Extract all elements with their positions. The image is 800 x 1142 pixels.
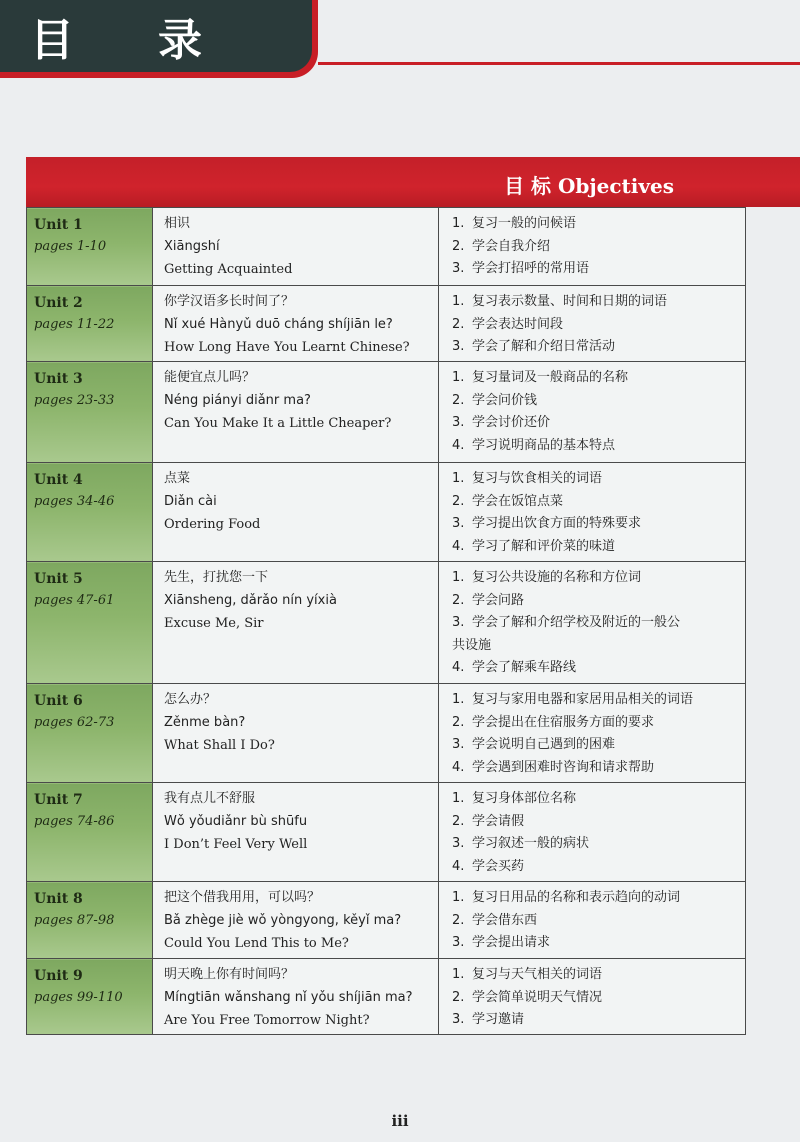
objective-item (452, 712, 745, 735)
objective-number: 4. (452, 858, 465, 874)
objective-text: 学习邀请 (472, 1012, 525, 1027)
contents-table-body (27, 208, 746, 1035)
objective-text: 复习量词及一般商品的名称 (472, 370, 629, 385)
objectives-heading: 目 标 Objectives (504, 174, 674, 198)
objective-number: 1. (452, 294, 465, 309)
objective-text: 学会在饭馆点菜 (472, 493, 564, 509)
unit-pages: pages 11-22 (34, 317, 115, 332)
objective-number: 3. (452, 615, 465, 630)
objective-number: 4. (452, 538, 465, 554)
objective-item (452, 236, 745, 259)
objective-number: 2. (452, 989, 465, 1005)
objective-text: 学会问路 (472, 592, 525, 608)
lesson-title-english: Can You Make It a Little Cheaper? (164, 416, 392, 431)
unit-row[interactable] (27, 959, 746, 1035)
page-title (30, 4, 202, 68)
objective-number: 2. (452, 714, 465, 730)
objectives-cell (439, 959, 746, 1035)
lesson-title-chinese: 先生，打扰您一下 (164, 570, 269, 585)
page-title-char-1: 目 (30, 15, 74, 66)
objective-text: 学习说明商品的基本特点 (472, 437, 616, 453)
objective-text: 学会遇到困难时咨询和请求帮助 (472, 759, 655, 775)
objective-number: 2. (452, 316, 465, 332)
lesson-title-english: Excuse Me, Sir (164, 616, 264, 631)
unit-row[interactable] (27, 208, 746, 286)
lesson-title-pinyin: Míngtiān wǎnshang nǐ yǒu shíjiān ma? (164, 990, 413, 1005)
objective-number: 4. (452, 437, 465, 453)
unit-row[interactable] (27, 362, 746, 463)
unit-label: Unit 4 (34, 472, 83, 488)
objective-number: 3. (452, 737, 465, 752)
unit-pages: pages 87-98 (34, 913, 115, 928)
objective-number: 1. (452, 890, 465, 905)
lesson-title-english: I Don’t Feel Very Well (164, 837, 308, 852)
contents-table (26, 207, 746, 1035)
objective-number: 2. (452, 912, 465, 928)
lesson-title-pinyin: Néng piányi diǎnr ma? (164, 393, 311, 408)
lesson-title-cell (153, 208, 439, 286)
unit-row[interactable] (27, 882, 746, 959)
objective-item (452, 910, 745, 933)
unit-pages: pages 62-73 (34, 715, 115, 730)
objective-text: 学会自我介绍 (472, 238, 551, 254)
unit-label: Unit 1 (34, 217, 83, 233)
objective-item (452, 987, 745, 1010)
objective-item (452, 258, 745, 281)
unit-pages: pages 99-110 (34, 990, 123, 1005)
objective-text: 学会问价钱 (472, 392, 538, 408)
objective-number: 1. (452, 570, 465, 585)
objective-number: 2. (452, 813, 465, 829)
page-title-char-2: 录 (158, 15, 202, 66)
objective-text: 学会简单说明天气情况 (472, 989, 603, 1005)
lesson-title-cell (153, 783, 439, 882)
objective-number: 3. (452, 836, 465, 851)
objective-text: 学会讨价还价 (472, 415, 551, 430)
unit-cell (27, 882, 153, 959)
objectives-banner (26, 157, 800, 207)
objective-number: 2. (452, 238, 465, 254)
header-tab (0, 0, 318, 78)
objective-text: 复习身体部位名称 (472, 791, 577, 806)
unit-cell (27, 208, 153, 286)
objective-item (452, 734, 745, 757)
objective-text: 学习叙述一般的病状 (472, 836, 590, 851)
objective-item (452, 513, 745, 536)
header-rule (318, 62, 800, 65)
page-number: iii (391, 1112, 409, 1130)
unit-pages: pages 74-86 (34, 814, 115, 829)
objective-text: 学会请假 (472, 813, 525, 829)
objectives-cell (439, 882, 746, 959)
objective-text: 学会了解和介绍学校及附近的一般公 (472, 615, 681, 630)
objective-item (452, 536, 745, 559)
objective-item (452, 213, 745, 236)
objective-text: 学会打招呼的常用语 (472, 261, 590, 276)
unit-label: Unit 6 (34, 693, 83, 709)
objective-item (452, 964, 745, 987)
objective-item (452, 590, 745, 613)
lesson-title-chinese: 我有点儿不舒服 (164, 791, 256, 806)
objective-text: 学会借东西 (472, 912, 538, 928)
unit-label: Unit 5 (34, 571, 83, 587)
objective-text: 学习提出饮食方面的特殊要求 (472, 516, 642, 531)
objective-number: 3. (452, 935, 465, 950)
objective-item (452, 788, 745, 811)
objective-item (452, 291, 745, 314)
objective-item (452, 689, 745, 712)
objective-number: 2. (452, 592, 465, 608)
unit-cell (27, 684, 153, 783)
objectives-cell (439, 684, 746, 783)
objective-item (452, 887, 745, 910)
objective-item (452, 367, 745, 390)
lesson-title-cell (153, 882, 439, 959)
objective-item (452, 412, 745, 435)
objective-item (452, 468, 745, 491)
unit-row[interactable] (27, 286, 746, 362)
lesson-title-english: What Shall I Do? (164, 738, 275, 753)
unit-label: Unit 2 (34, 295, 83, 311)
unit-cell (27, 959, 153, 1035)
objective-item (452, 567, 745, 590)
unit-label: Unit 7 (34, 792, 83, 808)
objective-number: 4. (452, 660, 465, 675)
unit-pages: pages 23-33 (34, 393, 115, 408)
objective-item (452, 435, 745, 458)
lesson-title-chinese: 相识 (164, 216, 191, 231)
objective-number: 3. (452, 1012, 465, 1027)
lesson-title-chinese: 把这个借我用用，可以吗？ (164, 890, 321, 905)
objective-text: 学会表达时间段 (472, 316, 564, 332)
objective-text: 复习一般的问候语 (472, 216, 577, 231)
objective-item (452, 657, 745, 680)
unit-pages: pages 1-10 (34, 239, 107, 254)
unit-pages: pages 34-46 (34, 494, 115, 509)
objective-text: 复习公共设施的名称和方位词 (472, 570, 642, 585)
unit-label: Unit 8 (34, 891, 83, 907)
objective-text: 复习表示数量、时间和日期的词语 (472, 294, 668, 309)
objective-number: 3. (452, 415, 465, 430)
objective-text: 复习与饮食相关的词语 (472, 471, 603, 486)
objective-item (452, 757, 745, 780)
lesson-title-english: Getting Acquainted (164, 262, 293, 277)
objective-text: 学会了解乘车路线 (472, 660, 577, 675)
unit-cell (27, 463, 153, 562)
lesson-title-pinyin: Diǎn cài (164, 494, 217, 509)
objective-number: 1. (452, 967, 465, 982)
objective-item (452, 491, 745, 514)
objective-number: 1. (452, 791, 465, 806)
unit-label: Unit 9 (34, 968, 83, 984)
objective-text: 学会提出请求 (472, 935, 551, 950)
lesson-title-chinese: 点菜 (164, 471, 191, 486)
objective-text: 学会提出在住宿服务方面的要求 (472, 714, 655, 730)
objective-number: 4. (452, 759, 465, 775)
objective-item (452, 336, 745, 359)
lesson-title-cell (153, 286, 439, 362)
objective-item (452, 856, 745, 879)
lesson-title-chinese: 明天晚上你有时间吗？ (164, 967, 295, 982)
objective-item (452, 612, 745, 635)
objectives-cell (439, 208, 746, 286)
objective-text: 学会说明自己遇到的困难 (472, 737, 616, 752)
objective-number: 2. (452, 493, 465, 509)
lesson-title-pinyin: Xiānsheng, dǎrǎo nín yíxià (164, 593, 337, 608)
objective-text: 复习与家用电器和家居用品相关的词语 (472, 692, 694, 707)
objectives-cell (439, 286, 746, 362)
lesson-title-english: Ordering Food (164, 517, 261, 532)
unit-cell (27, 362, 153, 463)
objective-number: 1. (452, 216, 465, 231)
lesson-title-english: Could You Lend This to Me? (164, 936, 349, 951)
objective-number: 3. (452, 261, 465, 276)
objective-number: 3. (452, 516, 465, 531)
objective-item (452, 811, 745, 834)
lesson-title-cell (153, 463, 439, 562)
objective-text: 复习日用品的名称和表示趋向的动词 (472, 890, 681, 905)
unit-cell (27, 783, 153, 882)
lesson-title-english: Are You Free Tomorrow Night? (164, 1013, 370, 1028)
objectives-cell (439, 783, 746, 882)
objective-number: 3. (452, 339, 465, 354)
unit-cell (27, 286, 153, 362)
objectives-cell (439, 562, 746, 684)
unit-row[interactable] (27, 463, 746, 562)
objective-item (452, 932, 745, 955)
lesson-title-cell (153, 562, 439, 684)
objective-text: 学习了解和评价菜的味道 (472, 538, 616, 554)
lesson-title-chinese: 你学汉语多长时间了？ (164, 294, 295, 309)
unit-row[interactable] (27, 562, 746, 684)
objective-item (452, 390, 745, 413)
lesson-title-cell (153, 959, 439, 1035)
objective-number: 1. (452, 370, 465, 385)
objective-text: 学会买药 (472, 858, 525, 874)
lesson-title-pinyin: Bǎ zhège jiè wǒ yòngyong, kěyǐ ma? (164, 913, 402, 928)
lesson-title-chinese: 怎么办？ (164, 692, 217, 707)
unit-row[interactable] (27, 684, 746, 783)
lesson-title-pinyin: Nǐ xué Hànyǔ duō cháng shíjiān le? (164, 317, 393, 332)
objectives-cell (439, 362, 746, 463)
unit-pages: pages 47-61 (34, 593, 115, 608)
lesson-title-pinyin: Zěnme bàn? (164, 715, 246, 730)
unit-cell (27, 562, 153, 684)
objective-number: 2. (452, 392, 465, 408)
objective-item (452, 314, 745, 337)
objectives-cell (439, 463, 746, 562)
lesson-title-pinyin: Xiāngshí (164, 239, 220, 254)
lesson-title-pinyin: Wǒ yǒudiǎnr bù shūfu (164, 814, 308, 829)
lesson-title-english: How Long Have You Learnt Chinese? (164, 340, 410, 355)
objective-number: 1. (452, 471, 465, 486)
objective-item (452, 833, 745, 856)
lesson-title-chinese: 能便宜点儿吗？ (164, 370, 256, 385)
lesson-title-cell (153, 362, 439, 463)
objective-item (452, 1009, 745, 1032)
unit-label: Unit 3 (34, 371, 83, 387)
objective-number: 1. (452, 692, 465, 707)
lesson-title-cell (153, 684, 439, 783)
objective-text: 复习与天气相关的词语 (472, 967, 603, 982)
objective-text: 学会了解和介绍日常活动 (472, 339, 616, 354)
objective-continuation: 共设施 (452, 637, 492, 653)
unit-row[interactable] (27, 783, 746, 882)
